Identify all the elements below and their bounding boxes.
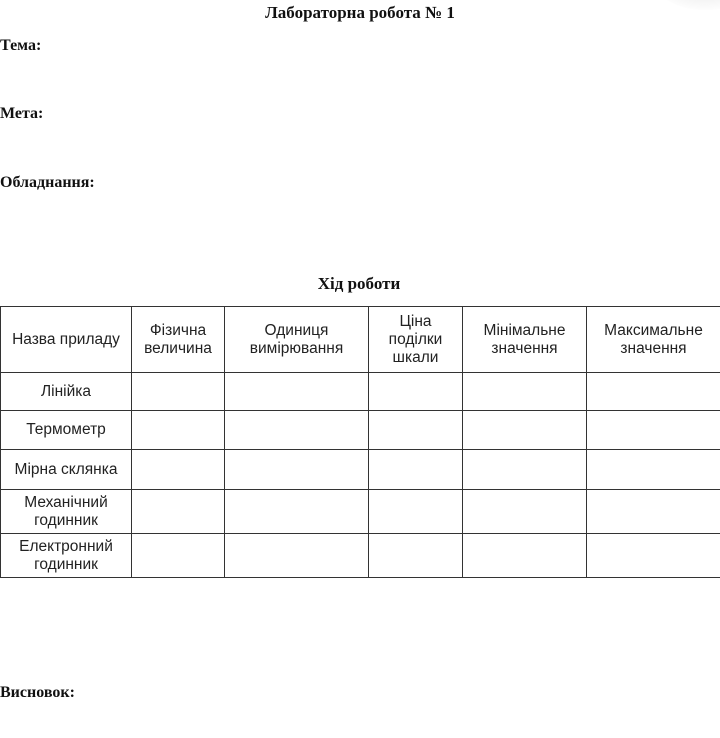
- empty-cell[interactable]: [132, 373, 225, 411]
- header-min-value: Мінімальне значення: [463, 307, 587, 373]
- equipment-label: Обладнання:: [0, 174, 95, 191]
- device-name-cell: Електронний годинник: [1, 534, 132, 578]
- empty-cell[interactable]: [587, 534, 720, 578]
- empty-cell[interactable]: [369, 534, 463, 578]
- empty-cell[interactable]: [132, 450, 225, 490]
- document-title: Лабораторна робота № 1: [265, 3, 455, 22]
- header-unit: Одиниця вимірювання: [225, 307, 369, 373]
- table-row: [1, 411, 720, 450]
- table-row: [1, 534, 720, 578]
- empty-cell[interactable]: [225, 373, 369, 411]
- empty-cell[interactable]: [225, 450, 369, 490]
- empty-cell[interactable]: [369, 490, 463, 534]
- empty-cell[interactable]: [463, 490, 587, 534]
- table-row: [1, 450, 720, 490]
- progress-title: Хід роботи: [317, 274, 401, 293]
- device-name-cell: Термометр: [1, 411, 132, 450]
- table-row: [1, 490, 720, 534]
- header-device-name: Назва приладу: [1, 307, 132, 373]
- empty-cell[interactable]: [369, 411, 463, 450]
- empty-cell[interactable]: [132, 534, 225, 578]
- devices-table: [0, 306, 720, 578]
- table-header-row: [1, 307, 720, 373]
- empty-cell[interactable]: [463, 534, 587, 578]
- topic-label: Тема:: [0, 37, 42, 54]
- device-name-cell: Лінійка: [1, 373, 132, 411]
- empty-cell[interactable]: [587, 373, 720, 411]
- empty-cell[interactable]: [463, 411, 587, 450]
- empty-cell[interactable]: [587, 411, 720, 450]
- empty-cell[interactable]: [369, 373, 463, 411]
- header-scale-division: Ціна поділки шкали: [369, 307, 463, 373]
- empty-cell[interactable]: [225, 411, 369, 450]
- empty-cell[interactable]: [132, 411, 225, 450]
- header-physical-quantity: Фізична величина: [132, 307, 225, 373]
- empty-cell[interactable]: [463, 450, 587, 490]
- empty-cell[interactable]: [225, 490, 369, 534]
- empty-cell[interactable]: [463, 373, 587, 411]
- table-row: [1, 373, 720, 411]
- empty-cell[interactable]: [369, 450, 463, 490]
- header-max-value: Максимальне значення: [587, 307, 720, 373]
- empty-cell[interactable]: [225, 534, 369, 578]
- empty-cell[interactable]: [132, 490, 225, 534]
- goal-label: Мета:: [0, 105, 44, 122]
- empty-cell[interactable]: [587, 490, 720, 534]
- device-name-cell: Мірна склянка: [1, 450, 132, 490]
- device-name-cell: Механічний годинник: [1, 490, 132, 534]
- conclusion-label: Висновок:: [0, 684, 75, 701]
- empty-cell[interactable]: [587, 450, 720, 490]
